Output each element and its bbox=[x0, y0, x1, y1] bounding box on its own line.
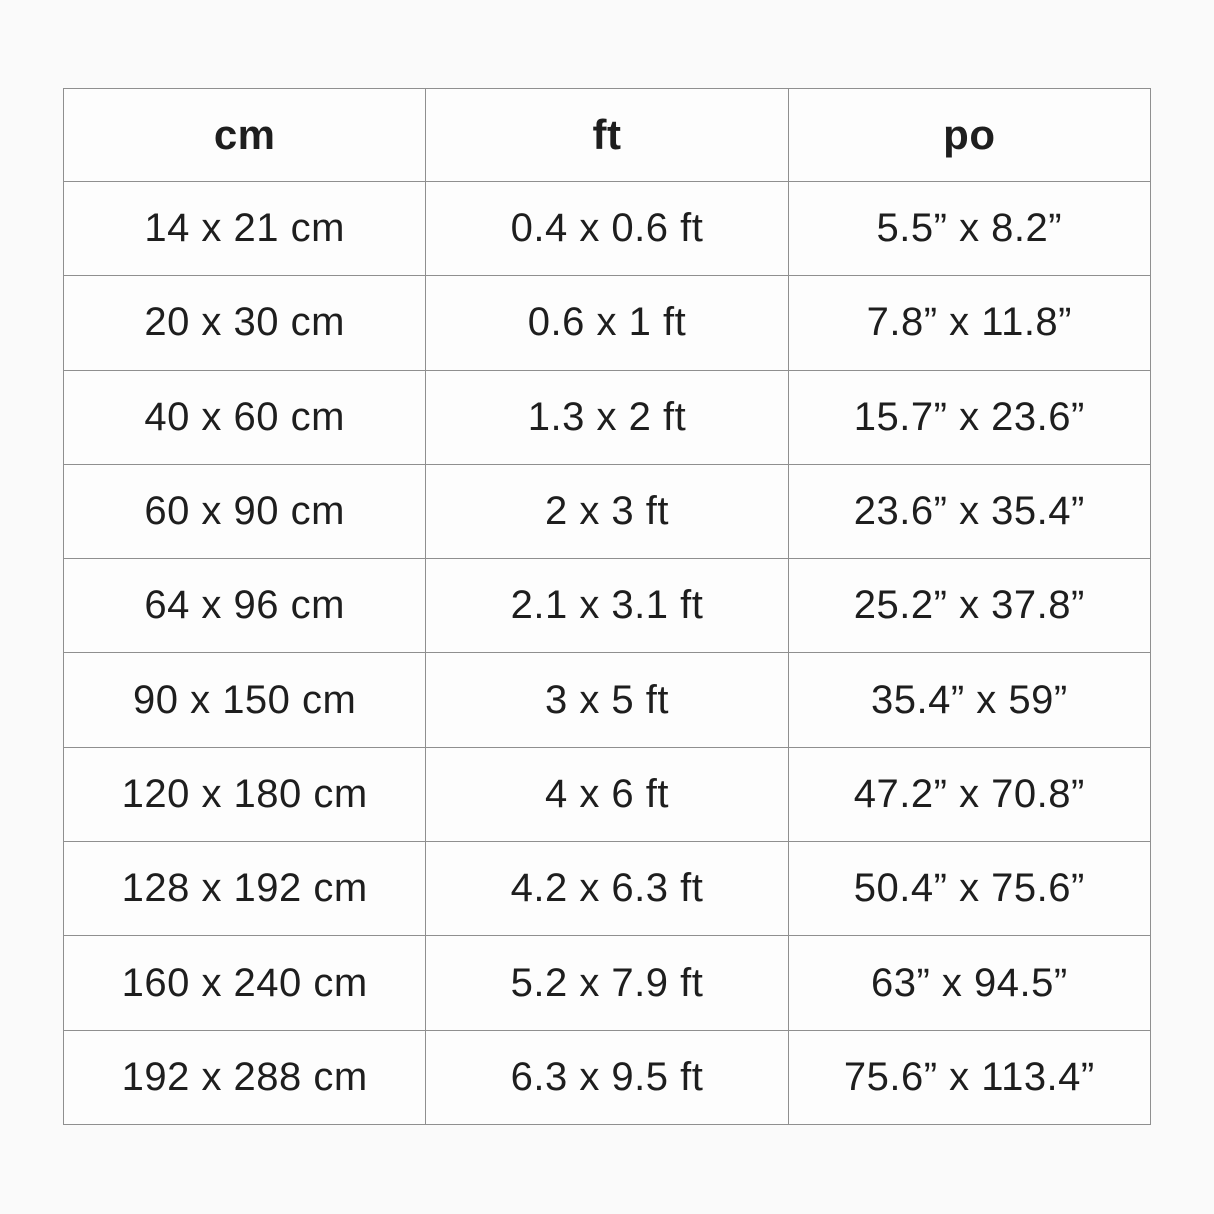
cell-ft: 0.4 x 0.6 ft bbox=[426, 182, 788, 276]
table-row bbox=[64, 747, 1151, 841]
table-row bbox=[64, 182, 1151, 276]
table-row bbox=[64, 1030, 1151, 1124]
size-conversion-table bbox=[63, 88, 1151, 1125]
cell-ft: 0.6 x 1 ft bbox=[426, 276, 788, 370]
column-header-cm: cm bbox=[64, 89, 426, 182]
cell-cm: 40 x 60 cm bbox=[64, 370, 426, 464]
cell-po: 47.2” x 70.8” bbox=[788, 747, 1150, 841]
table-row bbox=[64, 559, 1151, 653]
cell-cm: 128 x 192 cm bbox=[64, 842, 426, 936]
cell-cm: 120 x 180 cm bbox=[64, 747, 426, 841]
cell-po: 5.5” x 8.2” bbox=[788, 182, 1150, 276]
cell-ft: 2.1 x 3.1 ft bbox=[426, 559, 788, 653]
cell-ft: 5.2 x 7.9 ft bbox=[426, 936, 788, 1030]
cell-ft: 4 x 6 ft bbox=[426, 747, 788, 841]
table-row bbox=[64, 370, 1151, 464]
cell-cm: 64 x 96 cm bbox=[64, 559, 426, 653]
cell-po: 35.4” x 59” bbox=[788, 653, 1150, 747]
cell-ft: 2 x 3 ft bbox=[426, 464, 788, 558]
cell-po: 15.7” x 23.6” bbox=[788, 370, 1150, 464]
cell-cm: 160 x 240 cm bbox=[64, 936, 426, 1030]
cell-cm: 192 x 288 cm bbox=[64, 1030, 426, 1124]
cell-ft: 4.2 x 6.3 ft bbox=[426, 842, 788, 936]
cell-po: 25.2” x 37.8” bbox=[788, 559, 1150, 653]
cell-po: 23.6” x 35.4” bbox=[788, 464, 1150, 558]
cell-ft: 6.3 x 9.5 ft bbox=[426, 1030, 788, 1124]
column-header-po: po bbox=[788, 89, 1150, 182]
cell-cm: 14 x 21 cm bbox=[64, 182, 426, 276]
table-row bbox=[64, 842, 1151, 936]
table-header bbox=[64, 89, 1151, 182]
header-row bbox=[64, 89, 1151, 182]
cell-po: 50.4” x 75.6” bbox=[788, 842, 1150, 936]
cell-cm: 60 x 90 cm bbox=[64, 464, 426, 558]
cell-po: 63” x 94.5” bbox=[788, 936, 1150, 1030]
column-header-ft: ft bbox=[426, 89, 788, 182]
cell-ft: 1.3 x 2 ft bbox=[426, 370, 788, 464]
cell-ft: 3 x 5 ft bbox=[426, 653, 788, 747]
cell-po: 7.8” x 11.8” bbox=[788, 276, 1150, 370]
cell-po: 75.6” x 113.4” bbox=[788, 1030, 1150, 1124]
table-row bbox=[64, 936, 1151, 1030]
cell-cm: 90 x 150 cm bbox=[64, 653, 426, 747]
table-body bbox=[64, 182, 1151, 1125]
table-row bbox=[64, 276, 1151, 370]
table-row bbox=[64, 464, 1151, 558]
cell-cm: 20 x 30 cm bbox=[64, 276, 426, 370]
table-row bbox=[64, 653, 1151, 747]
